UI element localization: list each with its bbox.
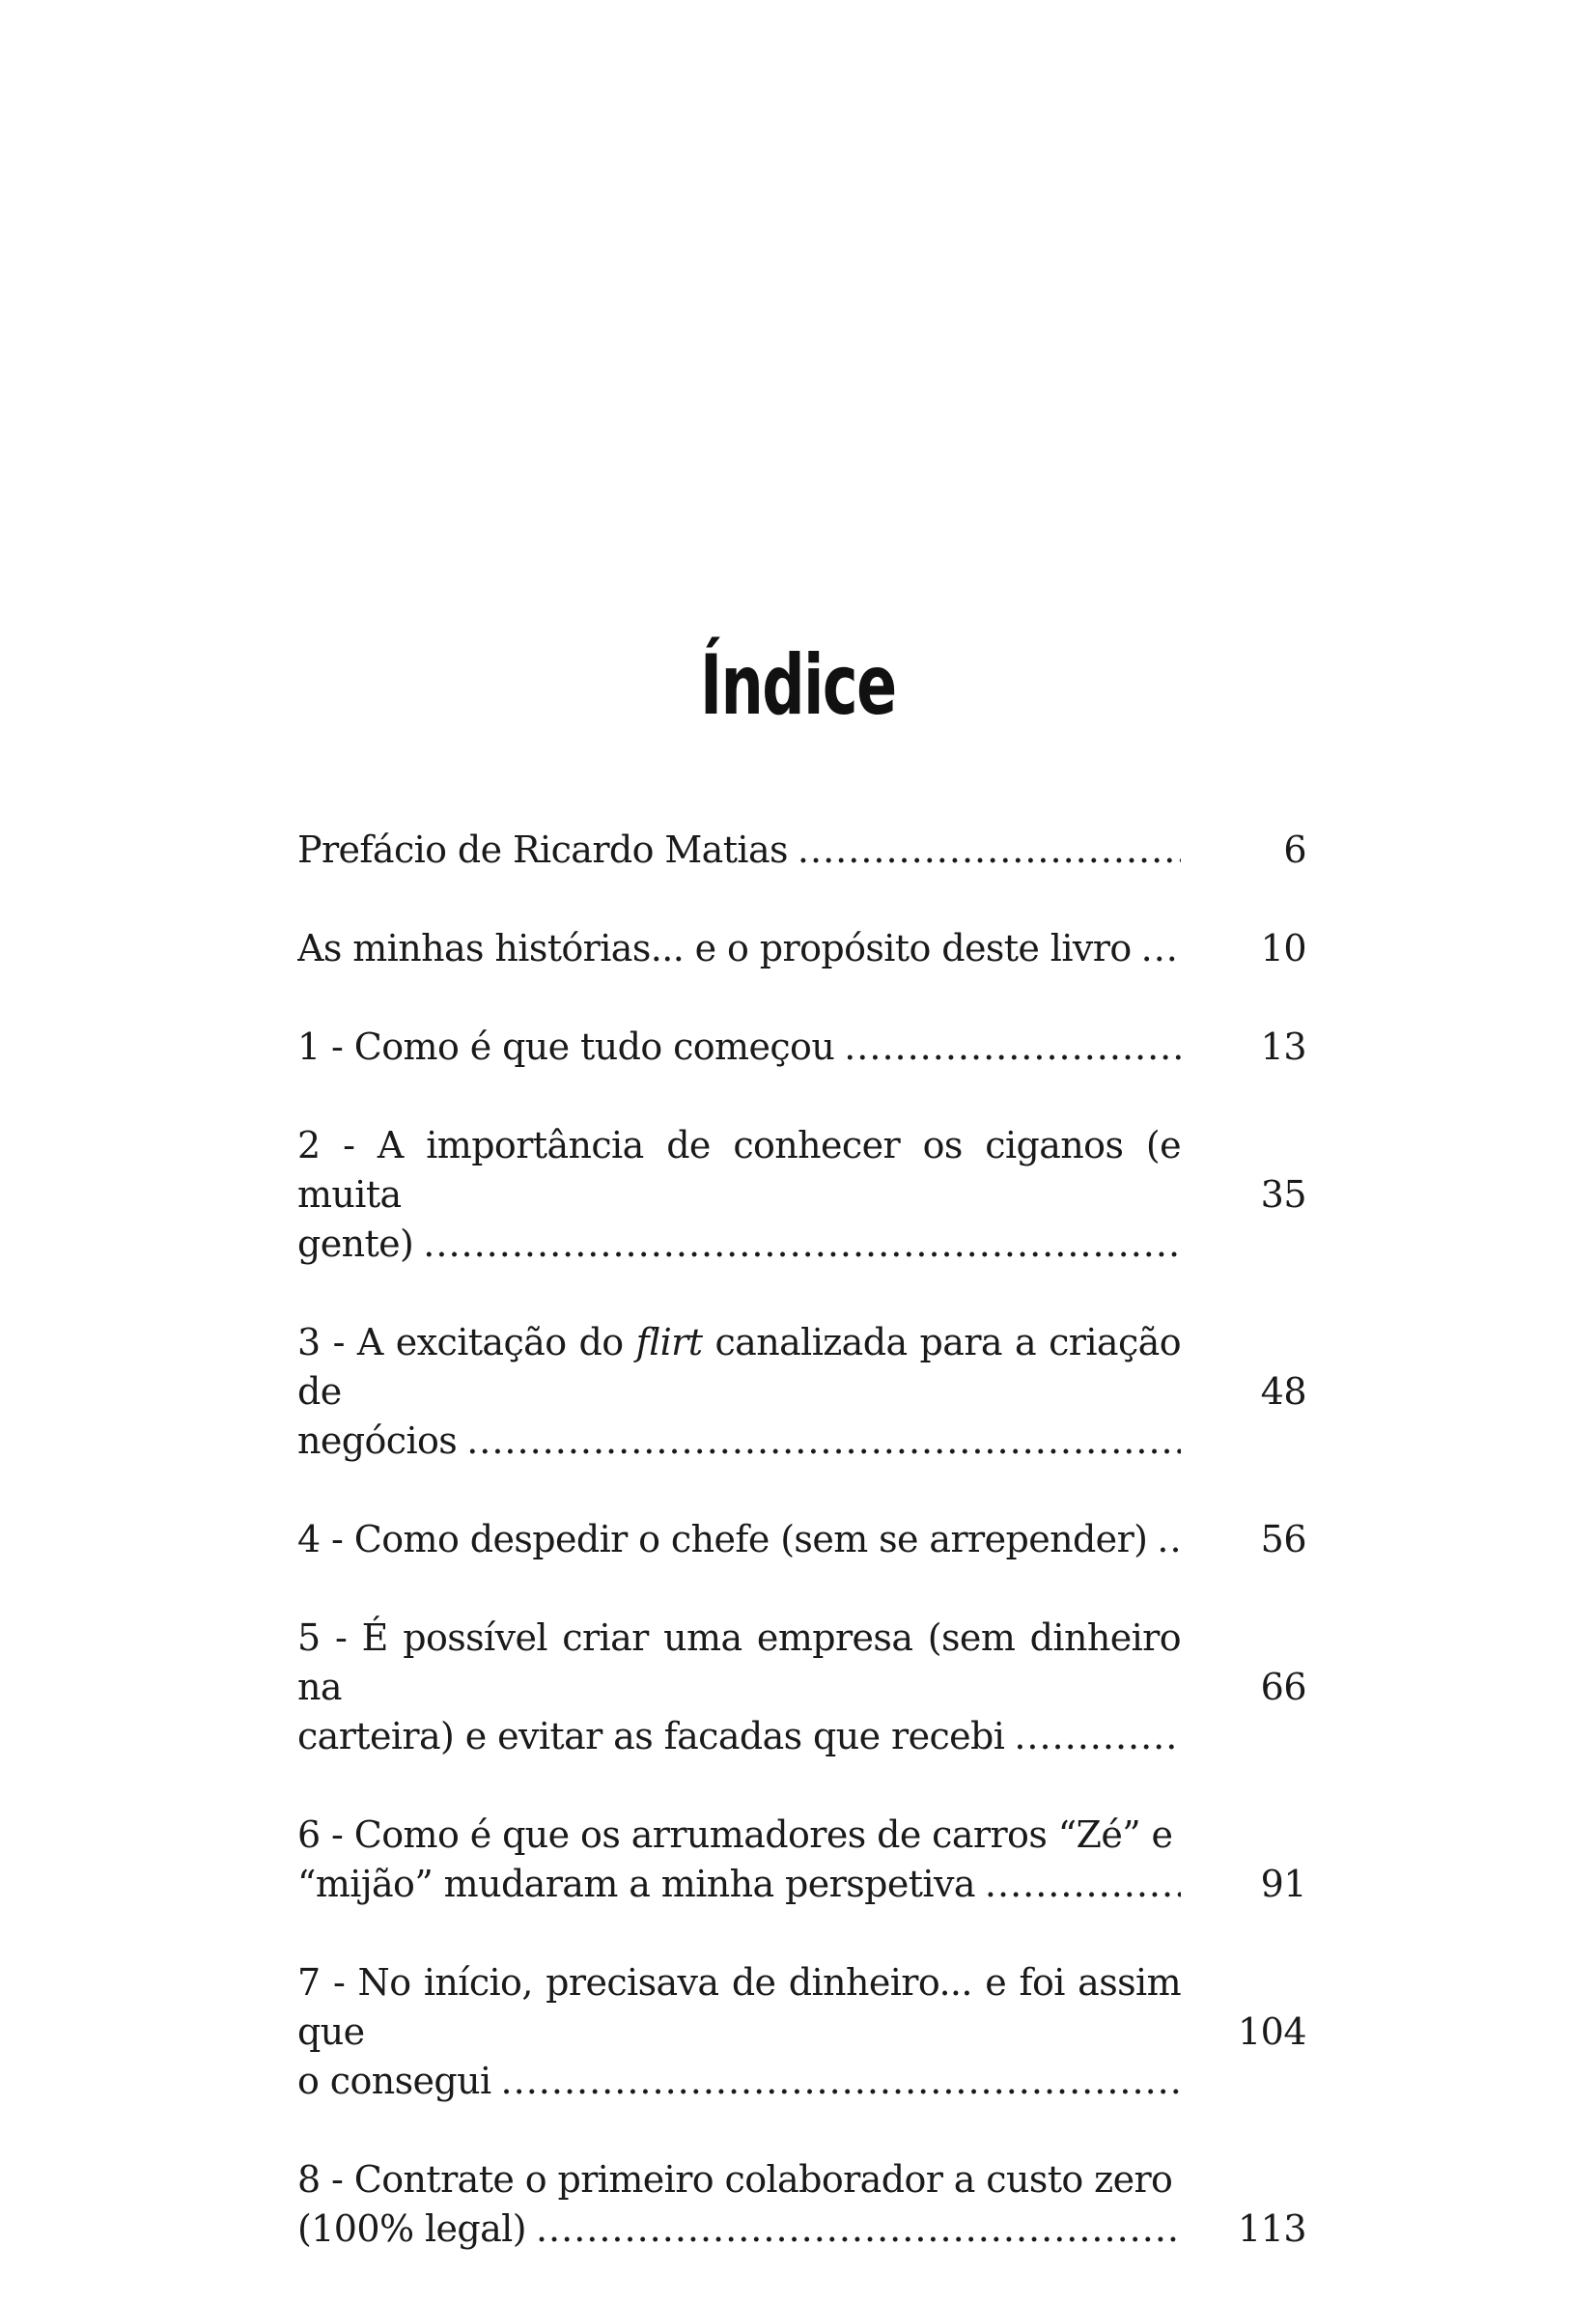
toc-entry [297,1811,1306,1909]
toc-page-number: 13 [1260,1025,1306,1068]
toc-page-number: 48 [1260,1370,1306,1413]
toc-entry-title: negócios [297,1419,458,1462]
toc-entry [297,1121,1306,1269]
emphasis-text: flirt [635,1321,703,1363]
toc-entry-title-line: 6 - Como é que os arrumadores de carros “Zé” e [297,1813,1173,1856]
toc-entry-title-line: 8 - Contrate o primeiro colaborador a custo zero [297,2158,1173,2201]
dot-leader [1004,1712,1181,1761]
toc-entry-title: (100% legal) [297,2207,526,2250]
toc-entry-title: 1 - Como é que tudo começou [297,1025,835,1068]
toc-entry-title: “mijão” mudaram a minha perspetiva [297,1863,975,1905]
toc-entry-title: carteira) e evitar as facadas que recebi [297,1715,1005,1757]
toc-entry-title-line: 7 - No início, precisava de dinheiro... e foi assim que [297,1961,1181,2053]
toc-entry-title: 4 - Como despedir o chefe (sem se arrepender) [297,1518,1148,1560]
toc-entry [297,2155,1306,2254]
toc-entry-title: o consegui [297,2060,491,2102]
toc-entry-title: As minhas histórias... e o propósito deste livro [297,927,1132,969]
toc-entry [297,1958,1306,2106]
toc-entry [297,826,1306,875]
toc-page-number: 113 [1237,2207,1306,2250]
toc-entry-title-line: 5 - É possível criar uma empresa (sem dinheiro na [297,1616,1181,1708]
toc-entry-title: gente) [297,1222,414,1265]
dot-leader [834,1023,1181,1072]
toc-entry [297,1614,1306,1761]
toc-page-number: 10 [1260,927,1306,969]
toc-page-number: 66 [1260,1666,1306,1708]
toc-page-number: 35 [1260,1173,1306,1216]
toc-page-number: 6 [1283,829,1306,871]
toc-entry-title-line: 2 - A importância de conhecer os ciganos (e muita [297,1124,1181,1216]
toc-entry [297,1515,1306,1564]
dot-leader [491,2057,1181,2106]
toc-page-number: 56 [1260,1518,1306,1560]
dot-leader [526,2205,1181,2254]
page-title: Índice [699,637,896,734]
dot-leader [413,1220,1181,1269]
table-of-contents [297,826,1306,2303]
toc-entry [297,924,1306,973]
dot-leader [457,1417,1181,1466]
toc-entry-title-line: 3 - A excitação do flirt canalizada para a criação de [297,1321,1181,1413]
dot-leader [788,826,1181,875]
dot-leader [975,1860,1181,1909]
toc-page-number: 91 [1260,1863,1306,1905]
dot-leader [1132,924,1181,973]
toc-entry [297,1023,1306,1072]
toc-entry [297,1318,1306,1466]
toc-page-number: 104 [1237,2010,1306,2053]
dot-leader [1147,1515,1181,1564]
toc-entry-title: Prefácio de Ricardo Matias [297,829,788,871]
